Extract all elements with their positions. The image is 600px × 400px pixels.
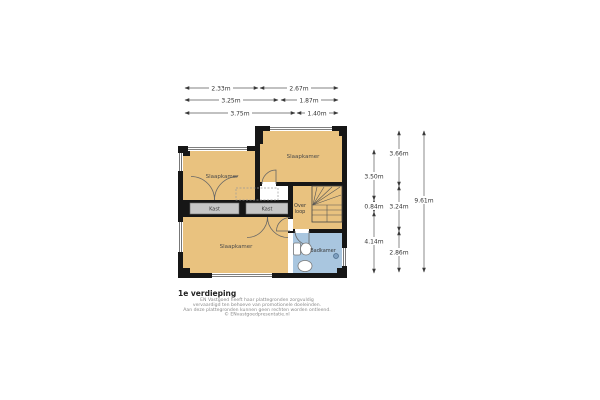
wall-between-top-bedrooms — [255, 151, 260, 200]
disclaimer-line-1: EN Vastgoed heeft haar plattegronden zorgvuldig — [200, 298, 314, 303]
dim-top-row3-left: 3.75m — [230, 110, 250, 118]
label-landing-1: Over — [293, 203, 307, 209]
dim-top-row2-left: 3.25m — [221, 97, 241, 105]
dim-top-row1-right: 2.67m — [289, 85, 309, 93]
window-left-lower — [178, 222, 183, 252]
dim-side-mid-mid: 3.24m — [389, 203, 409, 211]
disclaimer-line-3: Aan deze plattegronden kunnen geen rechten worden ontleend. — [183, 307, 331, 313]
label-bedroom-top-right: Slaapkamer — [286, 154, 320, 160]
toilet-icon — [294, 243, 301, 255]
disclaimer-line-2: vervaardigd ten behoeve van promotionele doeleinden. — [192, 303, 322, 308]
dim-side-inner-bottom: 4.14m — [364, 238, 384, 246]
window-top-right — [270, 126, 332, 131]
dim-side-outer-total: 9.61m — [414, 197, 434, 205]
dim-top-row2-right: 1.87m — [299, 97, 319, 105]
corner-post — [337, 268, 347, 278]
dim-side-inner-top: 3.50m — [364, 173, 384, 181]
window-bathroom-right — [342, 248, 347, 266]
dim-side-mid-top: 3.66m — [389, 150, 409, 158]
page-title: 1e verdieping — [178, 289, 237, 298]
sink-icon — [298, 261, 312, 272]
label-closet-left: Kast — [209, 206, 220, 213]
dim-side-mid-bottom: 2.86m — [389, 249, 409, 257]
dim-top-row1-left: 2.33m — [211, 85, 231, 93]
footer — [178, 289, 331, 318]
corner-post — [339, 126, 347, 136]
dim-top-row3-right: 1.40m — [307, 110, 327, 118]
wall-under-top-right-b — [276, 182, 342, 186]
window-top-left — [188, 146, 247, 151]
label-bathroom: Badkamer — [310, 248, 336, 254]
disclaimer-line-4: © ENvastgoedpresentatie.nl — [224, 312, 290, 318]
wall-bathroom-top-b — [309, 229, 347, 233]
label-closet-right: Kast — [261, 206, 273, 213]
label-bedroom-top-left: Slaapkamer — [205, 174, 239, 180]
window-left-upper — [178, 153, 183, 171]
dimension-lines-right — [362, 131, 436, 273]
dim-side-inner-mid: 0.84m — [364, 203, 384, 211]
wall-landing-left-a — [288, 186, 293, 219]
label-landing-2: loop — [294, 209, 306, 215]
corner-post — [255, 126, 263, 144]
closet-strip — [183, 200, 293, 217]
label-bedroom-bottom: Slaapkamer — [219, 244, 253, 250]
dimension-lines-top — [185, 84, 338, 117]
corner-post — [178, 268, 190, 278]
window-bottom — [212, 273, 272, 278]
shower-drain-icon — [334, 254, 339, 259]
